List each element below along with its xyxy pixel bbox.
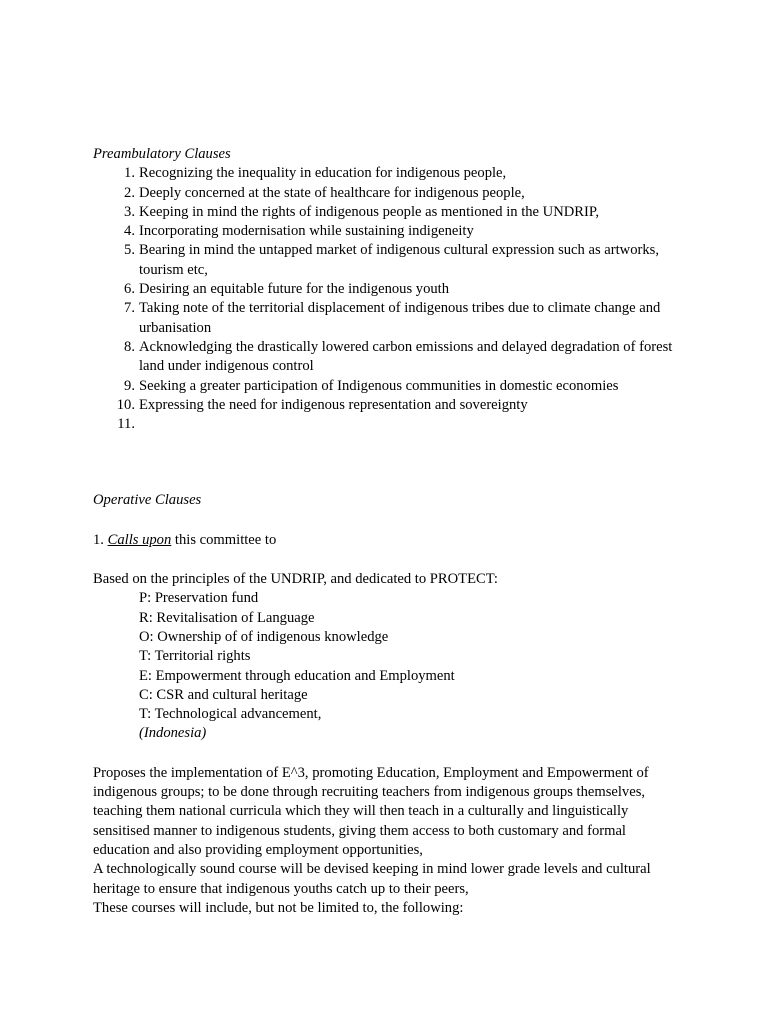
protect-list (93, 589, 683, 743)
preambulatory-list (93, 164, 683, 434)
clause-number: 1. (93, 531, 104, 548)
list-item (93, 280, 683, 299)
paragraph-courses-include: These courses will include, but not be limited to, the following: (93, 899, 464, 916)
list-text: Bearing in mind the untapped market of indigenous cultural expression such as artworks, tourism etc, (139, 242, 659, 278)
list-number: 11. (117, 416, 135, 433)
list-item (93, 415, 683, 434)
protect-item: T: Territorial rights (139, 648, 251, 665)
list-number: 2. (124, 184, 135, 201)
paragraph-e3: Proposes the implementation of E^3, promoting Education, Employment and Empowerment of indigenous groups; to be done through recruiting teachers from indigenous groups themselves, teaching them national curricula which they will then teach in a culturally and linguistically sensitised manner to indigenous students, giving them access to both customary and formal education and also providing employment opportunities, (93, 764, 649, 858)
list-item (93, 396, 683, 415)
operative-heading: Operative Clauses (93, 492, 202, 509)
list-number: 3. (124, 203, 135, 220)
list-number: 4. (124, 223, 135, 240)
list-item (93, 377, 683, 396)
list-item (93, 222, 683, 241)
document-page (93, 145, 683, 918)
protect-item: R: Revitalisation of Language (139, 609, 315, 626)
protect-country: (Indonesia) (139, 725, 207, 742)
protect-item: O: Ownership of of indigenous knowledge (139, 628, 389, 645)
list-item (93, 338, 683, 377)
paragraph-course: A technologically sound course will be devised keeping in mind lower grade levels and cultural heritage to ensure that indigenous youths catch up to their peers, (93, 861, 651, 897)
clause-verb: Calls upon (107, 531, 172, 548)
list-text: Acknowledging the drastically lowered carbon emissions and delayed degradation of forest land under indigenous control (139, 338, 673, 375)
list-number: 8. (124, 338, 135, 355)
list-text: Keeping in mind the rights of indigenous people as mentioned in the UNDRIP, (139, 203, 600, 220)
protect-item: E: Empowerment through education and Employment (139, 667, 455, 684)
list-item (93, 241, 683, 280)
list-item (93, 184, 683, 203)
list-text: Deeply concerned at the state of healthcare for indigenous people, (139, 184, 525, 201)
list-number: 6. (124, 281, 135, 298)
list-number: 1. (124, 165, 135, 182)
protect-item: P: Preservation fund (139, 590, 259, 607)
list-text: Expressing the need for indigenous representation and sovereignty (139, 396, 528, 413)
protect-item: C: CSR and cultural heritage (139, 686, 308, 703)
operative-clause-1 (93, 531, 683, 550)
list-text: Recognizing the inequality in education for indigenous people, (139, 165, 507, 182)
list-text: Taking note of the territorial displacement of indigenous tribes due to climate change and urbanisation (139, 300, 661, 336)
clause-rest: this committee to (174, 531, 277, 548)
list-text: Incorporating modernisation while sustaining indigeneity (139, 223, 474, 240)
list-item (93, 164, 683, 183)
list-number: 7. (124, 300, 135, 317)
preambulatory-heading: Preambulatory Clauses (93, 146, 231, 162)
list-item (93, 203, 683, 222)
list-text: Desiring an equitable future for the indigenous youth (139, 281, 450, 298)
list-item (93, 299, 683, 338)
protect-item: T: Technological advancement, (139, 706, 322, 723)
list-text: Seeking a greater participation of Indigenous communities in domestic economies (139, 377, 619, 394)
list-number: 10. (116, 396, 135, 413)
list-number: 5. (124, 242, 135, 259)
protect-intro: Based on the principles of the UNDRIP, and dedicated to PROTECT: (93, 571, 498, 588)
list-number: 9. (124, 377, 135, 394)
